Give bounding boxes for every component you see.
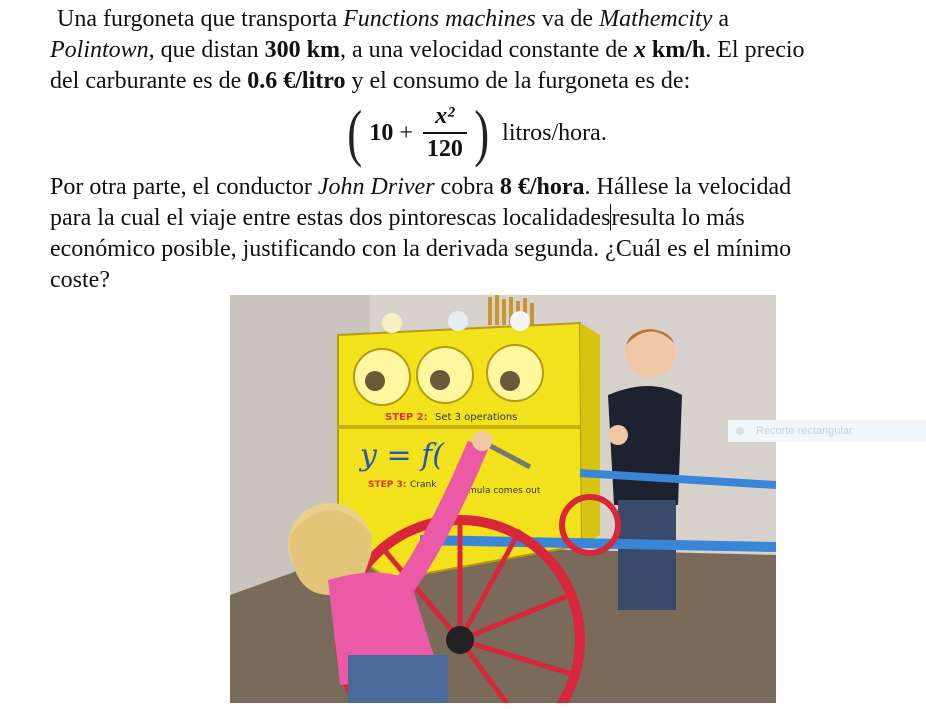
- text: cobra: [434, 174, 500, 200]
- italic-text: John Driver: [317, 174, 435, 200]
- text: , que distan: [148, 37, 265, 63]
- text: del carburante es de: [50, 68, 248, 94]
- line-2: [50, 35, 910, 66]
- fraction-numerator: x²: [435, 103, 455, 129]
- italic-text: Mathemcity: [599, 6, 713, 32]
- bold-text: 0.6 €/litro: [247, 68, 346, 94]
- text: a: [712, 6, 730, 32]
- step2-text: Set 3 operations: [435, 412, 518, 423]
- step2-label: STEP 2:: [385, 412, 428, 423]
- text: y el consumo de la furgoneta es de:: [345, 68, 691, 94]
- text: . El precio: [705, 37, 805, 63]
- text: coste?: [50, 267, 110, 293]
- line-7: [50, 265, 910, 296]
- text: Una furgoneta que transporta: [57, 6, 344, 32]
- italic-text: Polintown: [50, 37, 149, 63]
- italic-text: Functions machines: [343, 6, 536, 32]
- function-text: y = f(: [360, 438, 444, 473]
- bold-text: 300 km: [264, 37, 340, 63]
- left-parenthesis: (: [347, 97, 363, 168]
- bold-text: km/h: [645, 37, 706, 63]
- step3-label: STEP 3:: [368, 480, 407, 490]
- text: económico posible, justificando con la derivada segunda. ¿Cuál es el mínimo: [50, 236, 792, 262]
- line-5: [50, 203, 910, 234]
- line-3: [50, 66, 910, 97]
- tooltip-label: Recorte rectangular: [756, 425, 853, 437]
- text: resulta lo más: [611, 205, 745, 231]
- text: para la cual el viaje entre estas dos pintorescas localidades: [50, 205, 611, 231]
- text: Por otra parte, el conductor: [50, 174, 318, 200]
- formula-fraction: [423, 103, 467, 163]
- text: va de: [535, 6, 600, 32]
- step3-text: Crank: [410, 480, 437, 490]
- line-6: [50, 234, 910, 265]
- consumption-formula: [344, 98, 607, 168]
- line-4: [50, 172, 910, 203]
- step3-text-2: mula comes out: [468, 486, 541, 496]
- snip-icon: [736, 427, 744, 435]
- formula-plus: +: [399, 119, 413, 146]
- right-parenthesis: ): [474, 97, 489, 168]
- formula-units: litros/hora.: [502, 119, 607, 146]
- text: . Hállese la velocidad: [584, 174, 792, 200]
- text: , a una velocidad constante de: [340, 37, 634, 63]
- function-machine-photo: [230, 295, 776, 703]
- problem-paragraph-2: [50, 172, 910, 296]
- snip-tooltip: [728, 420, 926, 442]
- problem-paragraph-1: [50, 4, 910, 97]
- photo-illustration: [230, 295, 776, 703]
- formula-constant: 10: [369, 119, 394, 146]
- fraction-denominator: 120: [423, 132, 467, 163]
- variable-x: x: [633, 37, 646, 63]
- line-1: [50, 4, 910, 35]
- bold-text: 8 €/hora: [499, 174, 585, 200]
